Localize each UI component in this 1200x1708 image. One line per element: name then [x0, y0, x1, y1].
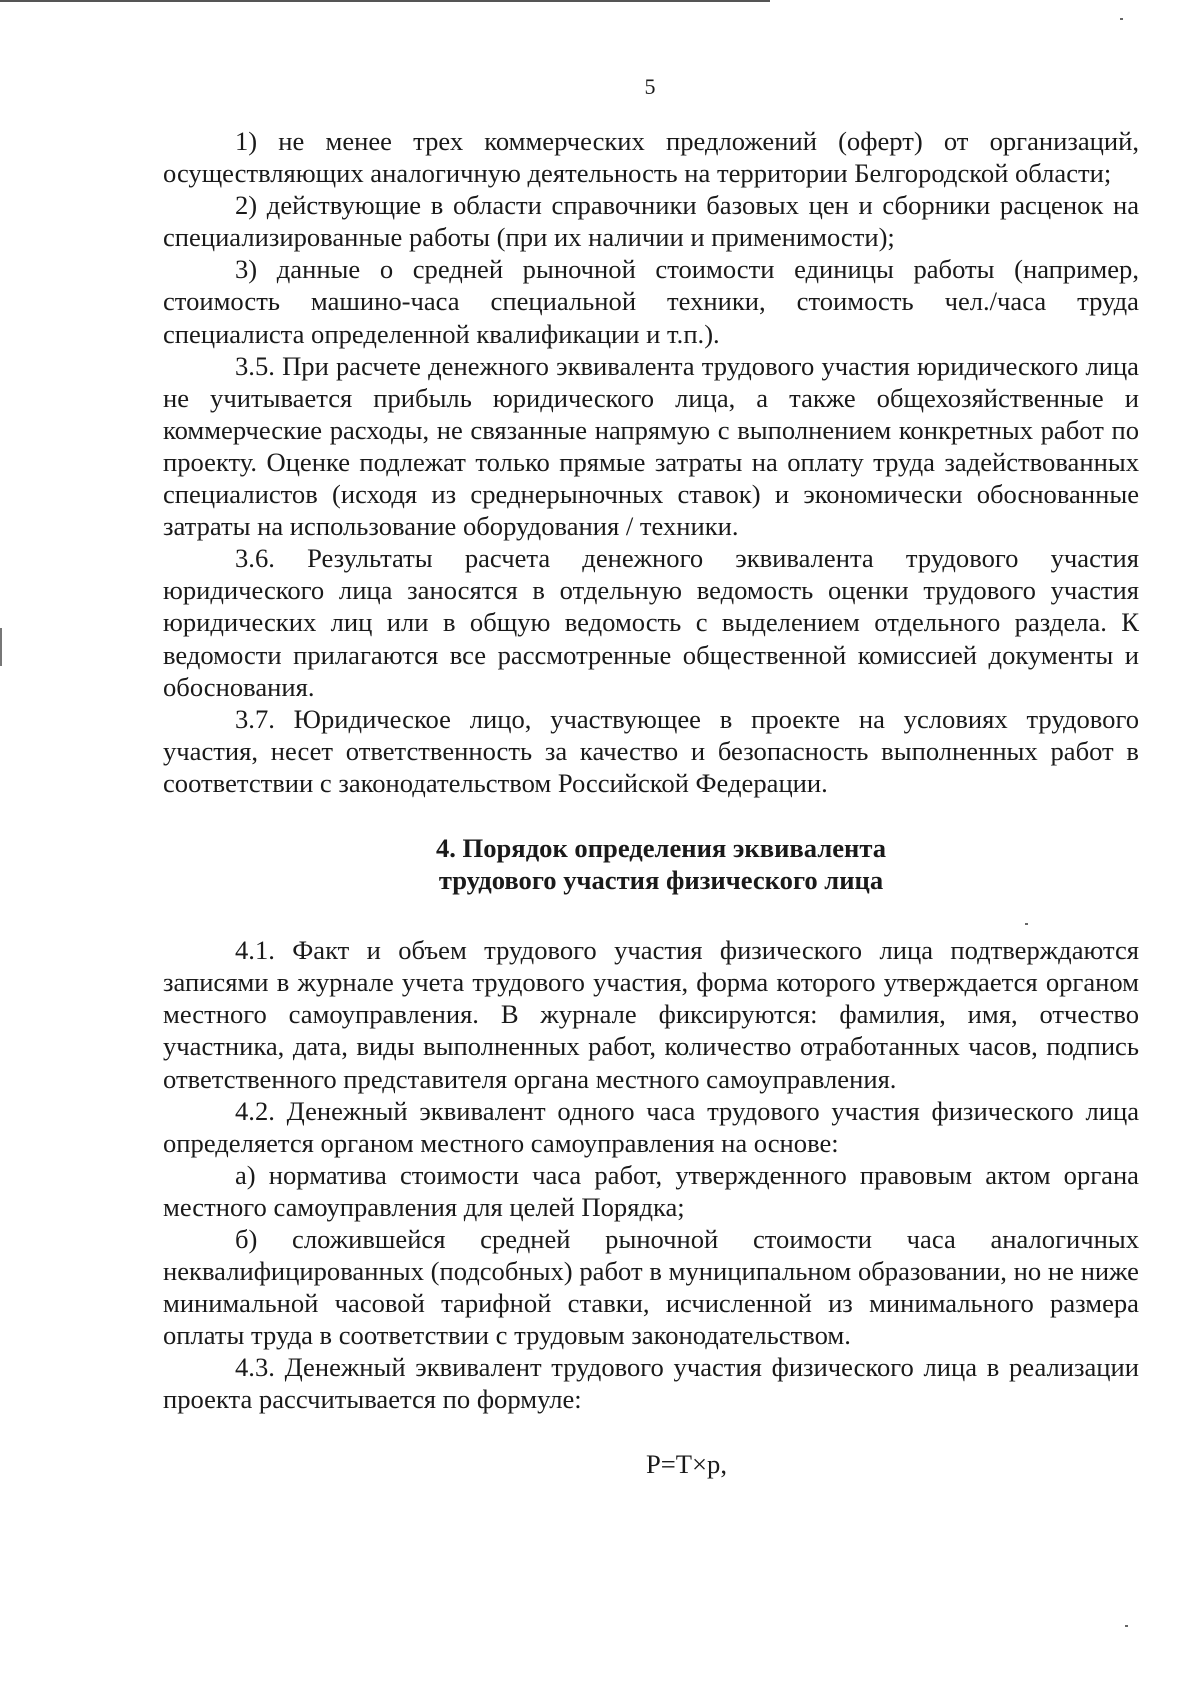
scan-top-border: [0, 0, 770, 2]
paragraph: б) сложившейся средней рыночной стоимости часа аналогичных неквалифицированных (подсобных) работ в муниципальном образовании, но не ниже минимальной часовой тарифной ставки, исчисленной из минимального размера оплаты труда в соответствии с трудовым законодательством.: [163, 1224, 1139, 1351]
paragraph: а) норматива стоимости часа работ, утвержденного правовым актом органа местного самоуправления для целей Порядка;: [163, 1159, 1139, 1222]
paragraph: 4.3. Денежный эквивалент трудового участия физического лица в реализации проекта рассчитывается по формуле:: [163, 1352, 1139, 1415]
scan-speck: [1125, 1625, 1128, 1627]
document-body: [163, 125, 1139, 1480]
section-heading-line: 4. Порядок определения эквивалента: [435, 832, 887, 863]
section-heading: [163, 832, 1139, 896]
paragraph: 1) не менее трех коммерческих предложений (оферт) от организаций, осуществляющих аналогичную деятельность на территории Белгородской области;: [163, 126, 1139, 189]
paragraph: 4.1. Факт и объем трудового участия физического лица подтверждаются записями в журнале учета трудового участия, форма которого утверждается органом местного самоуправления. В журнале фиксируются: фамилия, имя, отчество участника, дата, виды выполненных работ, количество отработанных часов, подпись ответственного представителя органа местного самоуправления.: [163, 935, 1139, 1094]
paragraph: 3.5. При расчете денежного эквивалента трудового участия юридического лица не учитывается прибыль юридического лица, а также общехозяйственные и коммерческие расходы, не связанные напрямую с выполнением конкретных работ по проекту. Оценке подлежат только прямые затраты на оплату труда задействованных специалистов (исходя из среднерыночных ставок) и экономически обоснованные затраты на использование оборудования / техники.: [163, 350, 1139, 542]
paragraph: 3.7. Юридическое лицо, участвующее в проекте на условиях трудового участия, несет ответственность за качество и безопасность выполненных работ в соответствии с законодательством Российской Федерации.: [163, 703, 1139, 798]
formula: P=T×p,: [646, 1448, 727, 1479]
paragraph: 4.2. Денежный эквивалент одного часа трудового участия физического лица определяется органом местного самоуправления на основе:: [163, 1095, 1139, 1158]
paragraph: 2) действующие в области справочники базовых цен и сборники расценок на специализированные работы (при их наличии и применимости);: [163, 190, 1139, 253]
paragraph: 3) данные о средней рыночной стоимости единицы работы (например, стоимость машино-часа специальной техники, стоимость чел./часа труда специалиста определенной квалификации и т.п.).: [163, 254, 1139, 349]
section-heading-line: трудового участия физического лица: [438, 865, 884, 896]
scan-edge-mark: [0, 628, 2, 666]
page-number: 5: [644, 74, 656, 99]
paragraph: 3.6. Результаты расчета денежного эквивалента трудового участия юридического лица заносятся в отдельную ведомость оценки трудового участия юридических лиц или в общую ведомость с выделением отдельного раздела. К ведомости прилагаются все рассмотренные общественной комиссией документы и обоснования.: [163, 543, 1139, 702]
scan-speck: [1120, 18, 1123, 20]
